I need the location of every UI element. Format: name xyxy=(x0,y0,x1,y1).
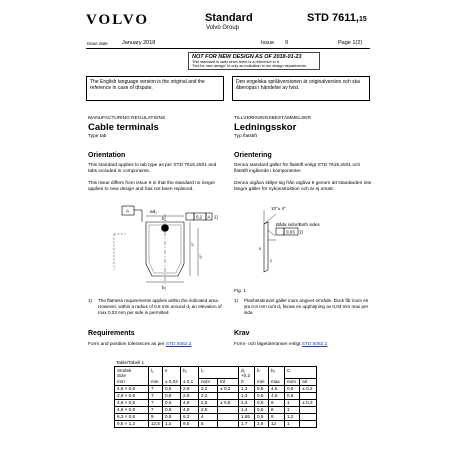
orientation-p1-swedish: Denna standard gäller för flatstift enligt STD 7615,2501 och flatstift ingående i komponenter. xyxy=(234,163,361,175)
cell: 1 xyxy=(285,406,300,413)
cell: 6,3 × 0,8 xyxy=(115,413,149,420)
cell: 1,3 xyxy=(239,392,255,399)
table-row xyxy=(115,399,317,406)
header-c: C xyxy=(285,367,317,379)
requirements-heading-swedish: Krav xyxy=(234,330,250,337)
cell: 0,5 xyxy=(285,385,300,392)
cell: 0,6 xyxy=(285,392,300,399)
unit-d1: 0 xyxy=(239,378,255,385)
flatness-value: 0,03 xyxy=(286,229,295,235)
cell: 4,8 xyxy=(181,399,199,406)
cell: 6 xyxy=(269,406,285,413)
cell: 1 xyxy=(285,399,300,406)
issue-date-label: Issue date xyxy=(87,41,108,46)
cell: 2,8 × 0,8 xyxy=(115,392,149,399)
label-d1: ød₁ xyxy=(150,209,157,214)
label-b2: b₂ xyxy=(162,285,167,290)
orientation-p1-english: This standard applies to tab type as per STD 7615,2501 and tabs included in components. xyxy=(88,163,217,175)
table-row xyxy=(115,406,317,413)
figure-caption: Fig. 1 xyxy=(234,289,246,294)
cell: 7 xyxy=(149,392,163,399)
cell: 0,5 xyxy=(255,413,269,420)
cell: 0,5 xyxy=(163,385,181,392)
cell: 0,6 xyxy=(255,399,269,406)
cell: 7 xyxy=(149,385,163,392)
label-b1: b₁ xyxy=(162,216,167,221)
cell xyxy=(218,406,239,413)
cell: 9 xyxy=(149,413,163,420)
standard-edition: 15 xyxy=(358,16,367,23)
std-5062-link-english[interactable]: STD 5062,2 xyxy=(165,342,192,347)
cell: 8 xyxy=(269,413,285,420)
unit-s: ± 0,03 xyxy=(163,378,181,385)
cell: 1,7 xyxy=(239,420,255,427)
document-owner: Volvo Group xyxy=(206,25,240,31)
footnote-english: The flatness requirements applies within the indicated area. However, within a radius of 0,8 mm around d₁ an elevation of max 0,03 mm per side is permitted. xyxy=(98,298,222,315)
label-s: s xyxy=(259,246,262,251)
table-row xyxy=(115,420,317,427)
cell: 4 xyxy=(199,413,218,420)
cell xyxy=(300,392,317,399)
cell xyxy=(218,392,239,399)
cell: 0,6 xyxy=(255,406,269,413)
tab-side-view xyxy=(264,222,268,272)
unit-b: min xyxy=(255,378,269,385)
footnote-swedish: Planhetskravet gäller inom angivet område. Dock får inom en yta 0,8 mm runt d₁ finnas en upphöjning av 0,03 mm max per sida. xyxy=(244,298,369,315)
cell xyxy=(300,420,317,427)
cell: 2,5 xyxy=(199,399,218,406)
unit-c-tol: tol xyxy=(300,378,317,385)
unit-l2-tol: tol xyxy=(218,378,239,385)
cell: 4,8 xyxy=(181,406,199,413)
language-note-swedish: Den engelska språkversionen är originalversion och ska åberopas i händelse av tvist. xyxy=(232,76,370,101)
tolerance-value: 0,2 xyxy=(196,214,203,220)
cell: 1 xyxy=(285,420,300,427)
issue-label: Issue xyxy=(261,40,275,46)
unit-l1: min xyxy=(149,378,163,385)
table-caption: Table/Tabell 1 xyxy=(116,360,145,365)
cell: 1,4 xyxy=(239,399,255,406)
cell: 2,2 xyxy=(199,392,218,399)
cell: 2,8 xyxy=(181,392,199,399)
cell: 2,6 xyxy=(255,420,269,427)
issue-number: 9 xyxy=(285,40,289,46)
cell: 12,5 xyxy=(149,420,163,427)
cell: ± 0,2 xyxy=(218,385,239,392)
label-both-sides: Båda sidor/Both sides xyxy=(276,222,320,227)
category-swedish: TILLVERKNINGSBESTÄMMELSER xyxy=(234,116,311,121)
unit-b1: ± 0,1 xyxy=(181,378,199,385)
language-note-english: The English language version is the original and the reference in case of dispute. xyxy=(86,76,224,101)
tolerance-note: 1) xyxy=(214,214,219,220)
unit-mm: mm xyxy=(115,378,149,385)
cell: 5 xyxy=(199,420,218,427)
cell xyxy=(300,406,317,413)
subtitle-swedish: Typ flatstift xyxy=(234,134,257,139)
label-c: c xyxy=(270,258,273,263)
header-s: s xyxy=(163,367,181,379)
cell: ± 0,5 xyxy=(218,399,239,406)
table-row xyxy=(115,392,317,399)
cell: 12 xyxy=(269,420,285,427)
requirements-heading-english: Requirements xyxy=(88,330,135,337)
cell: 0,5 xyxy=(255,392,269,399)
figure-tab-drawing xyxy=(86,196,376,294)
orientation-heading-swedish: Orientering xyxy=(234,152,272,159)
label-l1: l₁ xyxy=(191,242,195,247)
header-b2: b₂ xyxy=(269,367,285,379)
issue-date: January 2018 xyxy=(122,40,156,46)
cell xyxy=(300,413,317,420)
standard-number: STD 7611,15 xyxy=(307,12,367,24)
cell: 1,3 xyxy=(239,385,255,392)
cell: 1,4 xyxy=(239,406,255,413)
table-row xyxy=(115,413,317,420)
header-l2: l₂ xyxy=(199,367,239,379)
cell: ± 0,3 xyxy=(300,399,317,406)
dimensions-table xyxy=(114,366,317,428)
cell: 2,8 × 0,5 xyxy=(115,385,149,392)
footnote-number-swedish: 1) xyxy=(234,298,239,303)
header-b1: b₁ xyxy=(181,367,199,379)
cell: 2,5 xyxy=(199,406,218,413)
std-5062-link-swedish[interactable]: STD 5062,2 xyxy=(301,342,328,347)
header-b: b xyxy=(255,367,269,379)
cell: 1,2 xyxy=(285,413,300,420)
cell: 9,5 × 1,2 xyxy=(115,420,149,427)
cell: 2,8 xyxy=(181,385,199,392)
header-size: Storlek Size xyxy=(115,367,149,379)
stamp-line-2: "Not for new design" is only an indication to our design departments. xyxy=(192,64,307,69)
cell xyxy=(218,413,239,420)
unit-c-nom: nom xyxy=(285,378,300,385)
cell: 4,5 xyxy=(269,385,285,392)
label-a: A xyxy=(126,208,130,214)
cell: 0,8 xyxy=(163,392,181,399)
cell: 6 xyxy=(269,399,285,406)
cell: 0,5 xyxy=(255,385,269,392)
stamp-title: NOT FOR NEW DESIGN AS OF 2018-01-23 xyxy=(192,54,302,60)
header-divider xyxy=(86,48,370,49)
cell: 9,5 xyxy=(181,420,199,427)
requirements-text-swedish: Form- och lägetoleranser enligt STD 5062,2 xyxy=(234,342,328,347)
volvo-logo: VOLVO xyxy=(86,12,150,28)
title-swedish: Ledningsskor xyxy=(234,122,297,133)
orientation-p2-swedish: Denna utgåva skiljer sig från utgåva 8 genom att standarden inte längre gäller för nykonstruktion och är ej ersatt. xyxy=(234,181,372,193)
subtitle-english: Type tab xyxy=(88,134,107,139)
cell: 0,8 xyxy=(163,413,181,420)
flatness-note: 1) xyxy=(299,229,304,235)
document-type: Standard xyxy=(205,12,253,24)
page-number: Page 1(2) xyxy=(338,40,363,46)
cell: 2,2 xyxy=(199,385,218,392)
table-unit-row xyxy=(115,378,317,385)
cell: 7 xyxy=(149,399,163,406)
cell: 4,8 × 0,8 xyxy=(115,406,149,413)
category-english: MANUFACTURING REGULATIONS xyxy=(88,116,166,121)
stamp-line-1: This standard is valid when there is a reference to it. xyxy=(192,60,280,64)
cell xyxy=(218,420,239,427)
cell: 1,2 xyxy=(163,420,181,427)
table-row xyxy=(115,385,317,392)
cell: ± 0,2 xyxy=(300,385,317,392)
orientation-p2-english: This issue differs from issue 8 in that the standard no longer applies to new design and has not been replaced. xyxy=(88,181,216,193)
cell: 6,3 xyxy=(181,413,199,420)
cell: 4,5 xyxy=(269,392,285,399)
cell: 7 xyxy=(149,406,163,413)
label-l2: l₂ xyxy=(199,254,203,259)
tolerance-datum: A xyxy=(207,214,211,220)
unit-b2: max xyxy=(269,378,285,385)
unit-l2-nom: nom xyxy=(199,378,218,385)
cell: 0,8 xyxy=(163,406,181,413)
footnote-number-english: 1) xyxy=(88,298,93,303)
cell: 1,65 xyxy=(239,413,255,420)
cell: 0,5 xyxy=(163,399,181,406)
header-d1: d₁ +0,2 xyxy=(239,367,255,379)
label-angle: 10°± 4° xyxy=(271,206,286,211)
orientation-heading-english: Orientation xyxy=(88,152,126,159)
requirements-text-english: Form and position tolerances as per STD 5062,2 xyxy=(88,342,192,347)
cell: 4,8 × 0,5 xyxy=(115,399,149,406)
title-english: Cable terminals xyxy=(88,122,159,133)
header-l1: l₁ xyxy=(149,367,163,379)
table-header-row xyxy=(115,367,317,379)
not-for-new-design-stamp xyxy=(188,52,320,70)
